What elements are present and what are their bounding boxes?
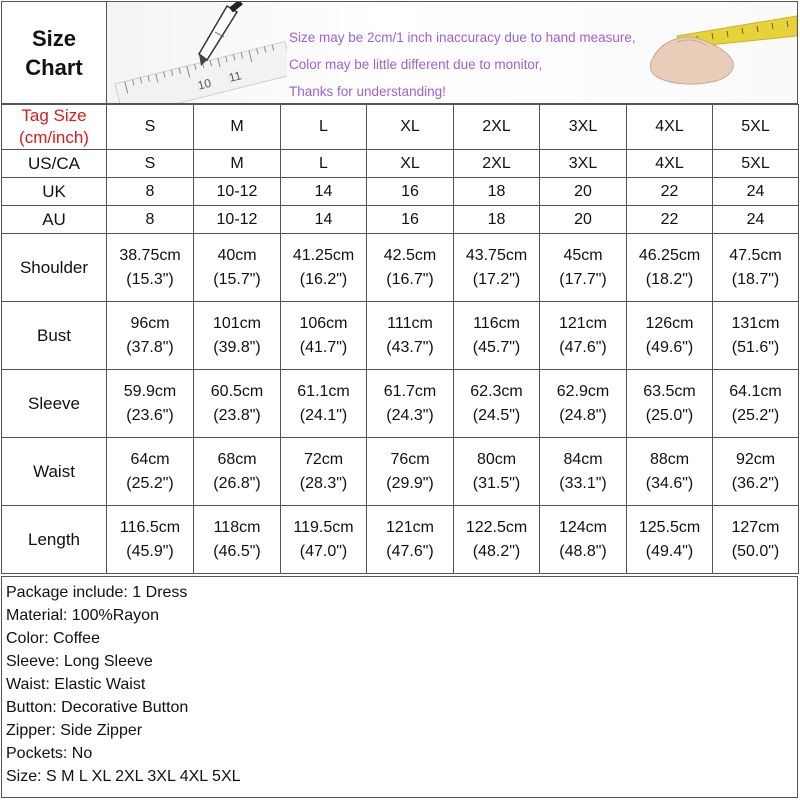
cm-value: 63.5cm xyxy=(643,382,696,400)
table-cell: 8 xyxy=(107,178,194,206)
row-label: AU xyxy=(2,206,107,234)
row-label: Length xyxy=(2,506,107,574)
table-cell xyxy=(367,234,454,302)
table-cell xyxy=(194,506,281,574)
detail-line: Waist: Elastic Waist xyxy=(6,676,146,693)
inch-value: (33.1") xyxy=(559,474,607,492)
inch-value: (25.2") xyxy=(126,474,174,492)
table-cell: 2XL xyxy=(454,150,540,178)
product-details xyxy=(1,576,798,798)
table-row xyxy=(2,150,799,178)
table-row xyxy=(2,438,799,506)
detail-line: Package include: 1 Dress xyxy=(6,584,188,601)
cm-value: 111cm xyxy=(387,314,433,332)
inch-value: (28.3") xyxy=(299,474,348,492)
size-header-cell: L xyxy=(281,105,367,150)
table-cell: 18 xyxy=(454,178,540,206)
cm-value: 38.75cm xyxy=(119,246,181,264)
inch-value: (29.9") xyxy=(386,474,434,492)
cm-value: 40cm xyxy=(217,246,257,264)
size-header-cell: 4XL xyxy=(627,105,713,150)
table-cell xyxy=(627,438,713,506)
inch-value: (17.7") xyxy=(559,270,607,288)
table-cell xyxy=(281,302,367,370)
size-header-cell: XL xyxy=(367,105,454,150)
table-cell xyxy=(713,506,799,574)
cm-value: 88cm xyxy=(649,450,690,468)
cm-value: 125.5cm xyxy=(638,518,701,536)
cm-value: 64.1cm xyxy=(729,382,782,400)
inch-value: (45.9") xyxy=(126,542,174,560)
table-cell xyxy=(194,302,281,370)
cm-value: 80cm xyxy=(476,450,517,468)
table-cell: XL xyxy=(367,150,454,178)
cm-value: 60.5cm xyxy=(210,382,264,400)
cm-value: 76cm xyxy=(390,450,430,468)
table-cell: 14 xyxy=(281,178,367,206)
table-cell xyxy=(454,370,540,438)
inch-value: (15.3") xyxy=(126,270,174,288)
table-cell: 24 xyxy=(713,178,799,206)
table-cell xyxy=(454,302,540,370)
cm-value: 127cm xyxy=(731,518,780,536)
cm-value: 42.5cm xyxy=(383,246,437,264)
table-cell xyxy=(454,234,540,302)
inch-value: (18.7") xyxy=(731,270,780,288)
table-cell xyxy=(107,506,194,574)
inch-value: (39.8") xyxy=(213,338,261,356)
inch-value: (24.5") xyxy=(472,406,521,424)
table-row-tag-size xyxy=(2,105,799,150)
inch-value: (24.1") xyxy=(299,406,348,424)
table-row xyxy=(2,506,799,574)
cm-value: 61.1cm xyxy=(297,382,350,400)
cm-value: 96cm xyxy=(130,314,170,332)
tag-size-header xyxy=(2,105,107,150)
inch-value: (51.6") xyxy=(731,338,780,356)
table-cell xyxy=(713,370,799,438)
note-line-hand-measure: Size may be 2cm/1 inch inaccuracy due to hand measure, xyxy=(289,30,636,45)
table-cell: 24 xyxy=(713,206,799,234)
size-header-cell: S xyxy=(107,105,194,150)
table-cell xyxy=(107,438,194,506)
inch-value: (49.4") xyxy=(645,542,694,560)
size-header-cell: M xyxy=(194,105,281,150)
table-cell: 3XL xyxy=(540,150,627,178)
table-cell: 14 xyxy=(281,206,367,234)
tag-size-header-line1: Tag Size xyxy=(21,106,87,125)
detail-line: Zipper: Side Zipper xyxy=(6,722,143,739)
note-line-color: Color may be little different due to monitor, xyxy=(289,57,543,72)
table-cell xyxy=(540,506,627,574)
inch-value: (15.7") xyxy=(213,270,261,288)
table-cell: 22 xyxy=(627,178,713,206)
inch-value: (48.2") xyxy=(472,542,521,560)
size-table xyxy=(1,104,799,574)
table-row xyxy=(2,178,799,206)
table-cell: M xyxy=(194,150,281,178)
table-cell xyxy=(540,234,627,302)
inch-value: (41.7") xyxy=(299,338,348,356)
table-cell xyxy=(627,234,713,302)
inch-value: (25.0") xyxy=(645,406,694,424)
inch-value: (24.3") xyxy=(386,406,434,424)
table-row xyxy=(2,234,799,302)
detail-line: Pockets: No xyxy=(6,745,93,762)
table-cell xyxy=(627,506,713,574)
size-chart-header xyxy=(1,1,798,104)
note-line-thanks: Thanks for understanding! xyxy=(289,84,446,99)
table-cell: 16 xyxy=(367,178,454,206)
cm-value: 92cm xyxy=(735,450,776,468)
table-cell xyxy=(454,506,540,574)
cm-value: 72cm xyxy=(303,450,344,468)
inch-value: (47.0") xyxy=(299,542,348,560)
inch-value: (31.5") xyxy=(472,474,521,492)
cm-value: 119.5cm xyxy=(293,518,354,536)
cm-value: 61.7cm xyxy=(383,382,437,400)
inch-value: (26.8") xyxy=(213,474,261,492)
cm-value: 41.25cm xyxy=(292,246,355,264)
row-label: UK xyxy=(2,178,107,206)
cm-value: 106cm xyxy=(299,314,348,332)
inch-value: (24.8") xyxy=(559,406,607,424)
row-label: Bust xyxy=(2,302,107,370)
inch-value: (47.6") xyxy=(386,542,434,560)
cm-value: 68cm xyxy=(217,450,257,468)
table-row xyxy=(2,302,799,370)
cm-value: 46.25cm xyxy=(638,246,701,264)
inch-value: (23.8") xyxy=(213,406,261,424)
table-cell xyxy=(281,438,367,506)
cm-value: 124cm xyxy=(558,518,608,536)
cm-value: 116.5cm xyxy=(119,518,181,536)
table-cell xyxy=(281,370,367,438)
row-label: Waist xyxy=(2,438,107,506)
table-cell: 20 xyxy=(540,178,627,206)
detail-line: Sleeve: Long Sleeve xyxy=(6,653,153,670)
table-cell: 18 xyxy=(454,206,540,234)
table-cell xyxy=(194,234,281,302)
table-cell xyxy=(281,506,367,574)
table-cell xyxy=(367,370,454,438)
cm-value: 122.5cm xyxy=(465,518,528,536)
inch-value: (17.2") xyxy=(472,270,521,288)
table-cell xyxy=(713,438,799,506)
ruler-number-10: 10 xyxy=(196,75,213,93)
table-cell: 10-12 xyxy=(194,206,281,234)
cm-value: 47.5cm xyxy=(729,246,782,264)
size-chart-title-line1: Size xyxy=(31,25,77,51)
cm-value: 101cm xyxy=(212,314,262,332)
table-cell: 20 xyxy=(540,206,627,234)
inch-value: (18.2") xyxy=(645,270,694,288)
detail-line: Color: Coffee xyxy=(6,630,100,647)
measurement-notes xyxy=(289,24,636,103)
size-chart-title xyxy=(2,2,107,103)
table-cell xyxy=(540,370,627,438)
inch-value: (50.0") xyxy=(731,542,780,560)
cm-value: 121cm xyxy=(385,518,435,536)
size-header-cell: 2XL xyxy=(454,105,540,150)
table-cell xyxy=(194,438,281,506)
size-header-cell: 3XL xyxy=(540,105,627,150)
hand-with-tape-icon xyxy=(637,2,797,103)
detail-line: Material: 100%Rayon xyxy=(6,607,159,624)
row-label: US/CA xyxy=(2,150,107,178)
cm-value: 116cm xyxy=(473,314,520,332)
table-cell xyxy=(107,370,194,438)
cm-value: 62.9cm xyxy=(556,382,610,400)
table-cell xyxy=(281,234,367,302)
table-cell: 5XL xyxy=(713,150,799,178)
table-cell xyxy=(454,438,540,506)
pen-on-ruler-icon xyxy=(107,2,287,103)
inch-value: (16.2") xyxy=(299,270,348,288)
table-cell xyxy=(540,438,627,506)
inch-value: (47.6") xyxy=(559,338,607,356)
table-row xyxy=(2,206,799,234)
inch-value: (36.2") xyxy=(731,474,780,492)
row-label: Shoulder xyxy=(2,234,107,302)
cm-value: 131cm xyxy=(731,314,780,332)
table-cell xyxy=(367,438,454,506)
table-cell xyxy=(367,302,454,370)
detail-line: Button: Decorative Button xyxy=(6,699,189,716)
table-cell: 4XL xyxy=(627,150,713,178)
detail-line: Size: S M L XL 2XL 3XL 4XL 5XL xyxy=(6,768,241,785)
cm-value: 126cm xyxy=(645,314,694,332)
table-cell xyxy=(194,370,281,438)
table-cell xyxy=(107,302,194,370)
cm-value: 45cm xyxy=(563,246,603,264)
table-cell: 10-12 xyxy=(194,178,281,206)
table-cell: 8 xyxy=(107,206,194,234)
table-cell xyxy=(627,302,713,370)
cm-value: 43.75cm xyxy=(465,246,528,264)
table-cell: 22 xyxy=(627,206,713,234)
table-cell: S xyxy=(107,150,194,178)
inch-value: (43.7") xyxy=(386,338,434,356)
inch-value: (49.6") xyxy=(645,338,694,356)
table-cell xyxy=(367,506,454,574)
table-cell xyxy=(713,234,799,302)
ruler-number-11: 11 xyxy=(227,68,243,85)
table-row xyxy=(2,370,799,438)
cm-value: 64cm xyxy=(130,450,170,468)
inch-value: (23.6") xyxy=(126,406,174,424)
measurement-notice-banner xyxy=(107,2,797,103)
inch-value: (16.7") xyxy=(386,270,434,288)
tag-size-header-line2: (cm/inch) xyxy=(19,128,89,147)
size-header-cell: 5XL xyxy=(713,105,799,150)
cm-value: 62.3cm xyxy=(470,382,523,400)
table-cell xyxy=(107,234,194,302)
row-label: Sleeve xyxy=(2,370,107,438)
inch-value: (25.2") xyxy=(731,406,780,424)
table-cell xyxy=(540,302,627,370)
table-cell: L xyxy=(281,150,367,178)
inch-value: (45.7") xyxy=(472,338,521,356)
table-cell: 16 xyxy=(367,206,454,234)
inch-value: (37.8") xyxy=(126,338,174,356)
cm-value: 59.9cm xyxy=(123,382,177,400)
size-chart-title-line2: Chart xyxy=(25,54,83,80)
cm-value: 118cm xyxy=(213,518,261,536)
inch-value: (46.5") xyxy=(213,542,261,560)
cm-value: 84cm xyxy=(563,450,603,468)
table-cell xyxy=(713,302,799,370)
inch-value: (34.6") xyxy=(645,474,694,492)
inch-value: (48.8") xyxy=(559,542,607,560)
cm-value: 121cm xyxy=(558,314,608,332)
table-cell xyxy=(627,370,713,438)
